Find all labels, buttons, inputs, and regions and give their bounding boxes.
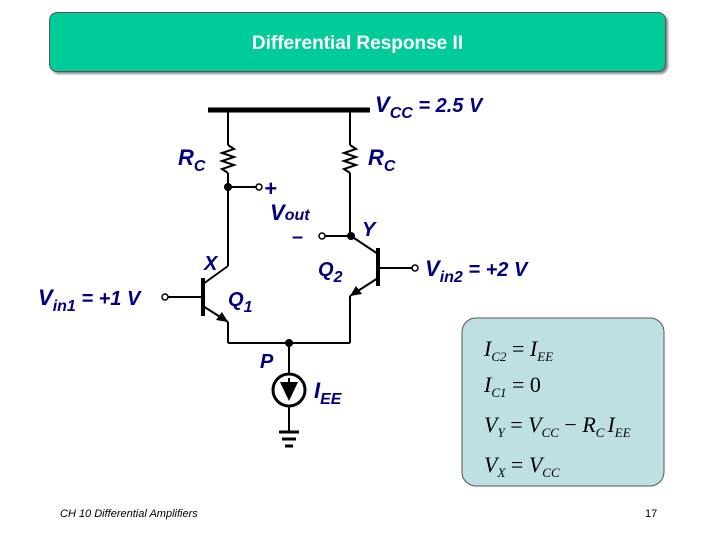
iee-label: $I_{EE}$ (314, 378, 342, 408)
equation-vy: $V_Y = V_{CC} - R_C$ $I_{EE}$ (484, 412, 631, 440)
equation-vx: $V_X = V_{CC}$ (484, 452, 560, 480)
q1-emitter-arrow (216, 312, 228, 322)
q2-label: $Q_2$ (318, 259, 343, 286)
q1-label: $Q_1$ (228, 289, 253, 316)
vcc-label: $V_{CC} = 2.5$ V (375, 92, 483, 122)
rc-right-resistor (344, 145, 356, 173)
q2-emitter-arrow (350, 286, 362, 296)
equation-ic1: $I_{C1} = 0$ (484, 372, 541, 400)
node-p-label: P (260, 351, 274, 373)
vout-plus-terminal (256, 184, 262, 190)
vout-label: Vout (270, 200, 310, 225)
vout-minus-terminal (319, 233, 325, 239)
rc-right-label: $R_C$ (368, 145, 396, 175)
vin2-label: $V_{in2} = +2$ V (425, 256, 528, 286)
equation-ic2: $I_{C2} = I_{EE}$ (484, 336, 554, 364)
node-x-label: X (204, 253, 218, 275)
vin1-terminal (162, 294, 168, 300)
vin1-label: $V_{in1} = +1$ V (38, 285, 141, 315)
slide-title: Differential Response II (251, 33, 464, 54)
vin2-terminal (412, 265, 418, 271)
rc-left-label: $R_C$ (178, 145, 206, 175)
footer-chapter: CH 10 Differential Amplifiers (60, 508, 198, 520)
vout-plus-label: + (264, 176, 277, 201)
page-number: 17 (645, 508, 658, 520)
rc-left-resistor (222, 145, 234, 173)
vout-minus-label: – (292, 226, 304, 248)
node-y-label: Y (362, 219, 376, 241)
